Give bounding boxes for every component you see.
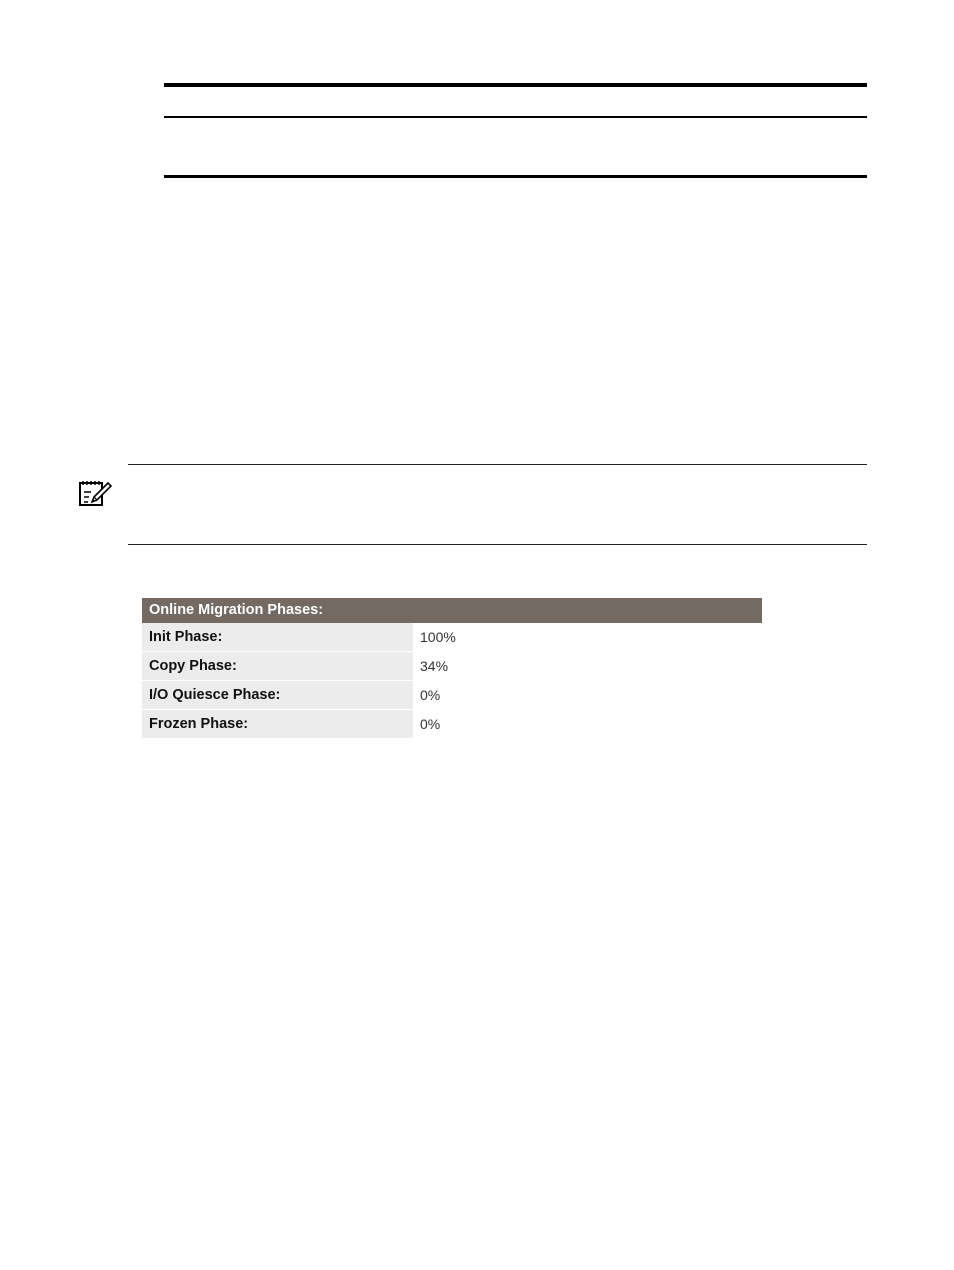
phase-value: 100% xyxy=(413,623,762,651)
phase-value: 0% xyxy=(413,710,762,738)
phase-label: Copy Phase: xyxy=(142,652,413,680)
phase-value: 0% xyxy=(413,681,762,709)
table-top-rule xyxy=(164,83,867,87)
table-row xyxy=(142,623,762,652)
phase-label: I/O Quiesce Phase: xyxy=(142,681,413,709)
note-pencil-icon xyxy=(78,478,112,508)
table-row xyxy=(142,710,762,739)
note-bottom-rule xyxy=(128,544,867,545)
phase-label: Frozen Phase: xyxy=(142,710,413,738)
phase-label: Init Phase: xyxy=(142,623,413,651)
online-migration-phases-panel xyxy=(142,598,762,739)
table-row xyxy=(142,681,762,710)
panel-title: Online Migration Phases: xyxy=(142,598,762,623)
table-header-rule xyxy=(164,116,867,118)
phase-value: 34% xyxy=(413,652,762,680)
note-top-rule xyxy=(128,464,867,465)
table-row xyxy=(142,652,762,681)
table-bottom-rule xyxy=(164,175,867,178)
